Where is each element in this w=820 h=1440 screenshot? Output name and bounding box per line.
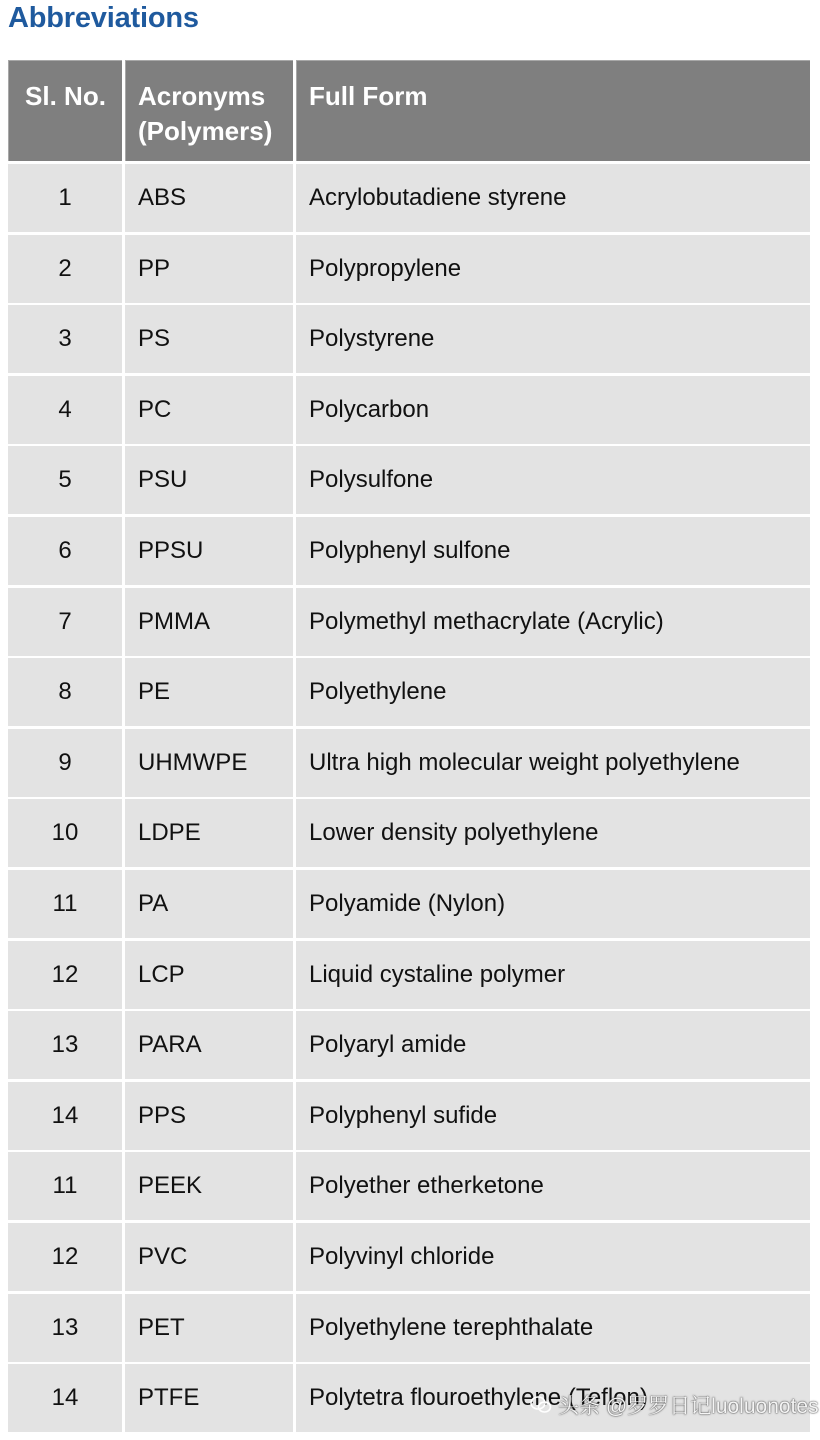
cell-acronym [125,1294,293,1362]
cell-full-form-text: Polyamide (Nylon) [309,890,506,917]
cell-acronym [125,235,293,303]
cell-acronym [125,941,293,1009]
cell-sl-no-text: 2 [58,255,72,282]
cell-acronym-text: PC [138,396,172,423]
cell-acronym [125,658,293,726]
cell-sl-no-text: 8 [58,678,72,705]
cell-full-form [296,1082,810,1150]
cell-sl-no-text: 5 [58,466,72,493]
cell-full-form-text: Polysulfone [309,466,434,493]
header-sl-no-label: Sl. No. [25,81,106,111]
cell-acronym-text: PARA [138,1031,202,1058]
header-acronyms-line1: Acronyms [138,81,266,111]
cell-sl-no [8,446,122,514]
cell-acronym-text: PTFE [138,1384,200,1411]
cell-full-form-text: Polyphenyl sufide [309,1102,498,1129]
cell-full-form-text: Polyaryl amide [309,1031,467,1058]
cell-full-form [296,376,810,444]
cell-full-form [296,1152,810,1220]
cell-full-form-text: Polystyrene [309,325,435,352]
cell-sl-no-text: 11 [52,890,78,917]
page-title: Abbreviations [8,2,199,34]
header-full-form-label: Full Form [309,81,428,111]
cell-sl-no-text: 13 [51,1314,79,1341]
cell-sl-no-text: 4 [58,396,72,423]
cell-full-form-text: Polytetra flouroethylene (Teflon) [309,1384,648,1411]
cell-sl-no-text: 14 [51,1102,79,1129]
cell-acronym [125,588,293,656]
cell-acronym [125,1082,293,1150]
cell-full-form-text: Polymethyl methacrylate (Acrylic) [309,608,664,635]
cell-full-form [296,164,810,232]
cell-sl-no-text: 7 [58,608,72,635]
cell-sl-no [8,588,122,656]
cell-acronym-text: ABS [138,184,187,211]
cell-full-form [296,799,810,867]
cell-full-form [296,235,810,303]
cell-acronym-text: PEEK [138,1172,203,1199]
cell-full-form-text: Polyethylene terephthalate [309,1314,594,1341]
cell-acronym-text: PVC [138,1243,188,1270]
cell-sl-no-text: 14 [51,1384,79,1411]
cell-acronym-text: PMMA [138,608,210,635]
cell-sl-no [8,1294,122,1362]
cell-acronym [125,164,293,232]
cell-acronym-text: UHMWPE [138,749,248,776]
cell-sl-no [8,1152,122,1220]
cell-full-form-text: Acrylobutadiene styrene [309,184,567,211]
cell-acronym [125,1364,293,1432]
cell-sl-no [8,941,122,1009]
cell-sl-no-text: 12 [51,961,79,988]
cell-full-form [296,870,810,938]
wechat-icon [530,1396,552,1414]
cell-full-form-text: Liquid cystaline polymer [309,961,566,988]
cell-full-form-text: Lower density polyethylene [309,819,599,846]
cell-full-form [296,1223,810,1291]
watermark [530,1390,819,1420]
cell-sl-no [8,1082,122,1150]
header-acronyms-line2: (Polymers) [138,116,273,146]
cell-acronym [125,446,293,514]
cell-acronym [125,376,293,444]
cell-sl-no [8,235,122,303]
cell-full-form-text: Ultra high molecular weight polyethylene [309,749,740,776]
cell-full-form [296,729,810,797]
cell-full-form [296,517,810,585]
cell-sl-no [8,658,122,726]
cell-sl-no [8,799,122,867]
cell-full-form [296,1011,810,1079]
cell-full-form [296,658,810,726]
cell-full-form-text: Polyvinyl chloride [309,1243,495,1270]
cell-acronym [125,870,293,938]
cell-sl-no-text: 11 [52,1172,78,1199]
cell-acronym [125,1011,293,1079]
cell-full-form [296,941,810,1009]
cell-acronym [125,799,293,867]
header-acronyms [125,60,293,161]
cell-full-form-text: Polyether etherketone [309,1172,544,1199]
header-sl-no [8,60,122,161]
cell-full-form-text: Polyphenyl sulfone [309,537,511,564]
cell-sl-no [8,1364,122,1432]
cell-full-form-text: Polycarbon [309,396,430,423]
cell-acronym-text: LDPE [138,819,201,846]
cell-sl-no-text: 12 [51,1243,79,1270]
cell-acronym [125,1223,293,1291]
cell-full-form [296,1294,810,1362]
cell-acronym-text: PET [138,1314,185,1341]
cell-sl-no-text: 1 [58,184,72,211]
cell-sl-no [8,870,122,938]
cell-sl-no [8,305,122,373]
cell-sl-no-text: 10 [51,819,79,846]
cell-acronym [125,305,293,373]
header-full-form [296,60,810,161]
cell-acronym-text: LCP [138,961,185,988]
cell-sl-no-text: 3 [58,325,72,352]
cell-sl-no [8,729,122,797]
cell-full-form-text: Polypropylene [309,255,462,282]
cell-acronym-text: PSU [138,466,188,493]
cell-acronym-text: PE [138,678,171,705]
cell-sl-no [8,1011,122,1079]
watermark-text: 头条 @罗罗日记luoluonotes [558,1395,819,1418]
cell-sl-no [8,376,122,444]
cell-sl-no-text: 13 [51,1031,79,1058]
cell-acronym [125,729,293,797]
cell-full-form [296,305,810,373]
cell-acronym [125,517,293,585]
cell-sl-no-text: 6 [58,537,72,564]
cell-acronym-text: PPSU [138,537,204,564]
cell-full-form [296,446,810,514]
cell-sl-no [8,517,122,585]
cell-acronym-text: PS [138,325,171,352]
cell-acronym-text: PP [138,255,171,282]
cell-acronym [125,1152,293,1220]
cell-sl-no [8,1223,122,1291]
cell-full-form [296,588,810,656]
cell-full-form-text: Polyethylene [309,678,447,705]
cell-sl-no [8,164,122,232]
cell-sl-no-text: 9 [58,749,72,776]
cell-acronym-text: PA [138,890,169,917]
cell-acronym-text: PPS [138,1102,187,1129]
